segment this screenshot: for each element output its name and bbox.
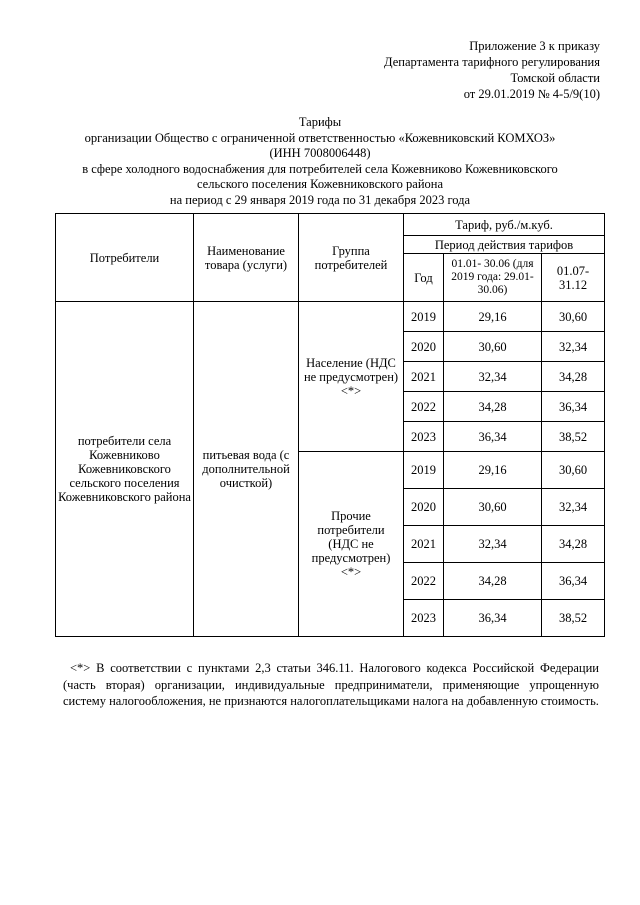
tariff-second-half: 32,34 [542, 489, 605, 526]
header-period: Период действия тарифов [404, 236, 605, 254]
year-cell: 2022 [404, 563, 444, 600]
table-row [56, 302, 605, 332]
title-line-4: в сфере холодного водоснабжения для потребителей села Кожевниково Кожевниковского [82, 161, 558, 176]
appendix-line-1: Приложение 3 к приказу [469, 39, 600, 53]
group-cell-population: Население (НДС не предусмотрен) <*> [299, 302, 404, 452]
tariff-second-half: 30,60 [542, 302, 605, 332]
tariff-first-half: 32,34 [444, 526, 542, 563]
appendix-line-3: Томской области [510, 71, 600, 85]
consumer-cell: потребители села Кожевниково Кожевниковского сельского поселения Кожевниковского района [56, 302, 194, 637]
vat-footnote: <*> В соответствии с пунктами 2,3 статьи 346.11. Налогового кодекса Российской Федерации (часть вторая) организации, индивидуальные предприниматели, применяющие упрощенную систему налогообложения, не признаются налогоплательщиками налога на добавленную стоимость. [63, 661, 599, 708]
appendix-line-4: от 29.01.2019 № 4-5/9(10) [463, 87, 600, 101]
title-line-1: Тарифы [298, 115, 342, 129]
tariff-second-half: 30,60 [542, 452, 605, 489]
year-cell: 2019 [404, 302, 444, 332]
year-cell: 2023 [404, 600, 444, 637]
header-first-half: 01.01- 30.06 (для 2019 года: 29.01-30.06) [444, 254, 542, 302]
tariff-first-half: 34,28 [444, 392, 542, 422]
group-cell-other: Прочие потребители (НДС не предусмотрен) <*> [299, 452, 404, 637]
tariff-second-half: 32,34 [542, 332, 605, 362]
title-line-3: (ИНН 7008006448) [269, 146, 371, 160]
header-group: Группа потребителей [299, 214, 404, 302]
tariff-first-half: 34,28 [444, 563, 542, 600]
tariff-first-half: 32,34 [444, 362, 542, 392]
product-cell: питьевая вода (с дополнительной очисткой) [194, 302, 299, 637]
header-product: Наименование товара (услуги) [194, 214, 299, 302]
tariff-first-half: 29,16 [444, 452, 542, 489]
year-cell: 2023 [404, 422, 444, 452]
header-tariff: Тариф, руб./м.куб. [404, 214, 605, 236]
tariff-first-half: 36,34 [444, 422, 542, 452]
tariff-second-half: 34,28 [542, 526, 605, 563]
header-second-half: 01.07- 31.12 [542, 254, 605, 302]
tariff-second-half: 36,34 [542, 563, 605, 600]
document-title [40, 115, 600, 208]
year-cell: 2019 [404, 452, 444, 489]
header-year: Год [404, 254, 444, 302]
title-line-2: организации Общество с ограниченной ответственностью «Кожевниковский КОМХОЗ» [84, 130, 556, 145]
title-line-5: сельского поселения Кожевниковского района [196, 177, 444, 191]
tariff-second-half: 38,52 [542, 422, 605, 452]
header-consumers: Потребители [56, 214, 194, 302]
year-cell: 2020 [404, 332, 444, 362]
tariff-first-half: 30,60 [444, 489, 542, 526]
year-cell: 2021 [404, 362, 444, 392]
tariff-table [55, 213, 605, 637]
tariff-second-half: 36,34 [542, 392, 605, 422]
year-cell: 2020 [404, 489, 444, 526]
tariff-first-half: 30,60 [444, 332, 542, 362]
title-line-6: на период с 29 января 2019 года по 31 декабря 2023 года [169, 192, 471, 207]
year-cell: 2022 [404, 392, 444, 422]
appendix-header [280, 38, 600, 102]
tariff-second-half: 34,28 [542, 362, 605, 392]
year-cell: 2021 [404, 526, 444, 563]
tariff-first-half: 36,34 [444, 600, 542, 637]
tariff-second-half: 38,52 [542, 600, 605, 637]
tariff-first-half: 29,16 [444, 302, 542, 332]
appendix-line-2: Департамента тарифного регулирования [384, 55, 600, 69]
